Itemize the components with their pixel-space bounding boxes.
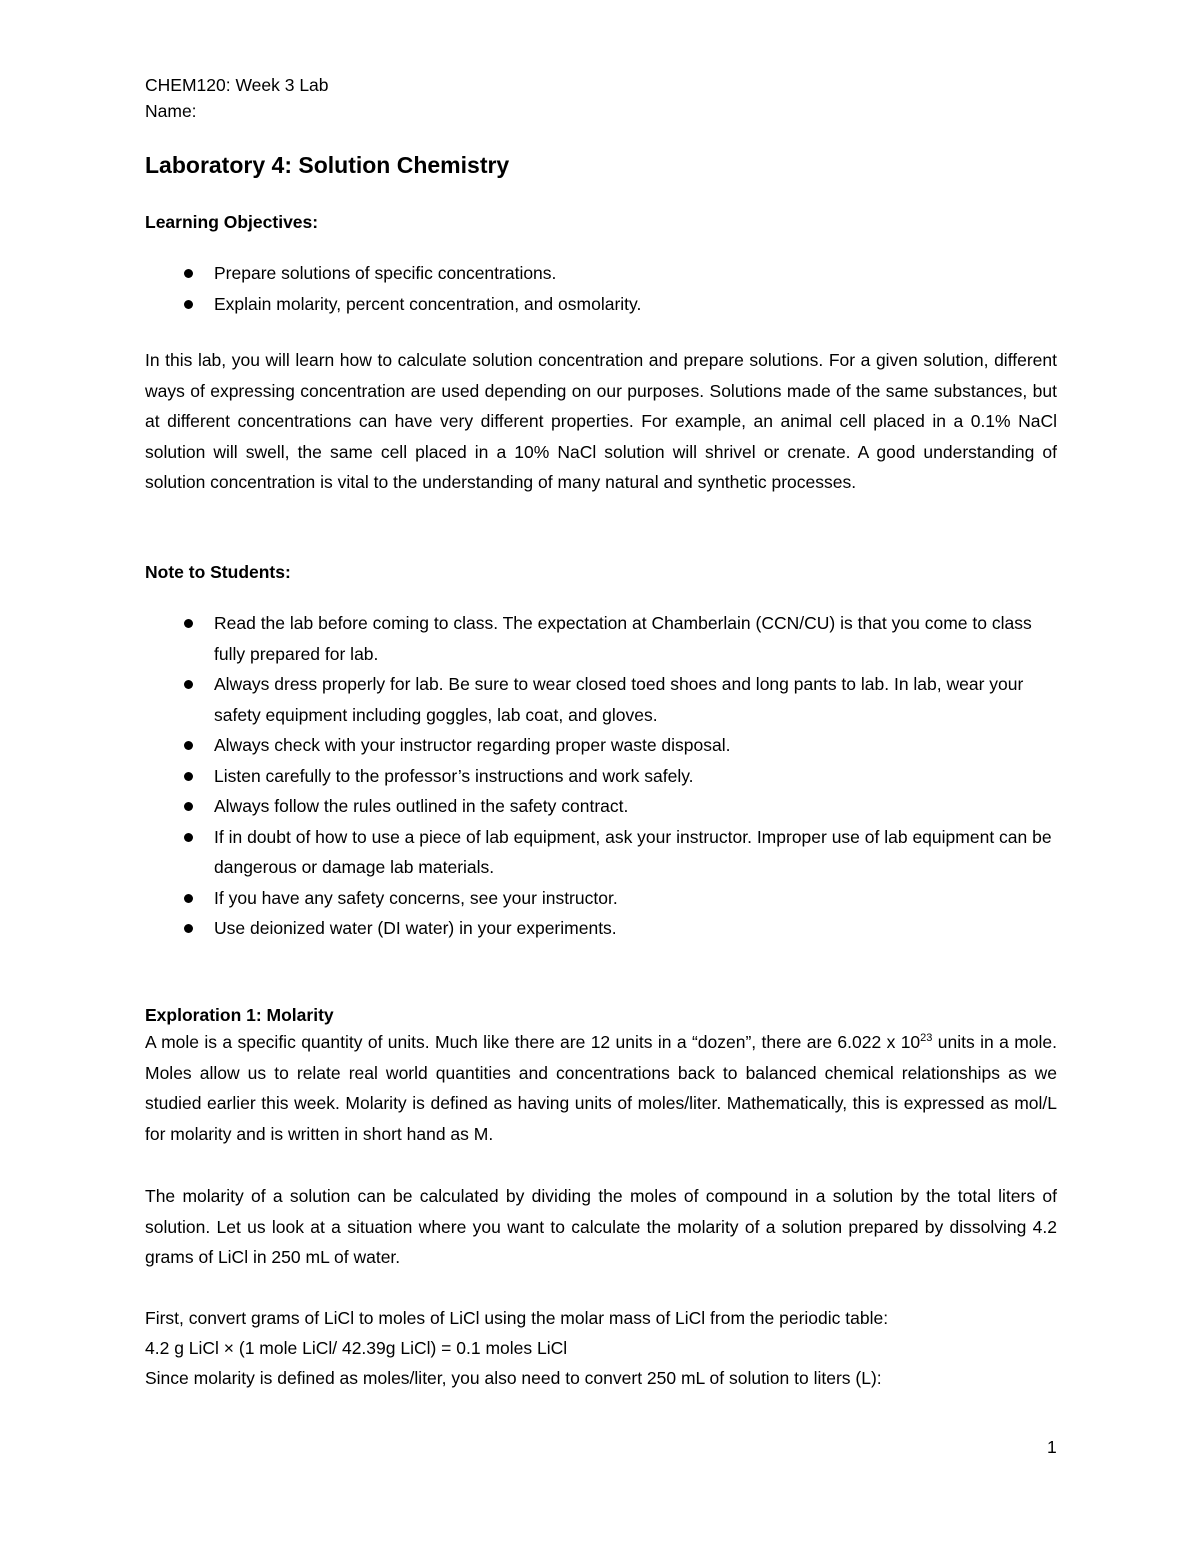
bullet-icon	[184, 772, 193, 781]
conversion-step-2: Since molarity is defined as moles/liter, you also need to convert 250 mL of solution to liters (L):	[145, 1368, 882, 1388]
list-item: Use deionized water (DI water) in your experiments.	[145, 913, 1057, 944]
conversion-step-1: First, convert grams of LiCl to moles of LiCl using the molar mass of LiCl from the periodic table:	[145, 1308, 889, 1328]
list-item: Listen carefully to the professor’s instructions and work safely.	[145, 761, 1057, 792]
list-item: Always follow the rules outlined in the safety contract.	[145, 791, 1057, 822]
bullet-icon	[184, 269, 193, 278]
objectives-heading: Learning Objectives:	[145, 212, 319, 232]
molarity-paragraph: A mole is a specific quantity of units. Much like there are 12 units in a “dozen”, there are 6.022 x $10^{23}$ units in a mole. Moles allow us to relate real world quantities and concentrations back to balanced chemical relationships as we studied earlier this week. Molarity is defined as having units of moles/liter. Mathematically, this is expressed as mol/L for molarity and is written in short hand as M.	[145, 1032, 1057, 1144]
bullet-icon	[184, 894, 193, 903]
bullet-icon	[184, 619, 193, 628]
name-label: Name:	[145, 101, 197, 121]
note-list	[145, 608, 1057, 944]
exploration-heading: Exploration 1: Molarity	[145, 1005, 334, 1025]
conversion-equation: 4.2 g LiCl × (1 mole LiCl/ 42.39g LiCl) = 0.1 moles LiCl	[145, 1338, 568, 1358]
list-item: Read the lab before coming to class. The expectation at Chamberlain (CCN/CU) is that you come to class fully prepared for lab.	[145, 608, 1057, 669]
bullet-icon	[184, 833, 193, 842]
course-header: CHEM120: Week 3 Lab	[145, 75, 329, 95]
list-item: If in doubt of how to use a piece of lab equipment, ask your instructor. Improper use of lab equipment can be dangerous or damage lab materials.	[145, 822, 1057, 883]
list-item: Always dress properly for lab. Be sure to wear closed toed shoes and long pants to lab. In lab, wear your safety equipment including goggles, lab coat, and gloves.	[145, 669, 1057, 730]
page-title: Laboratory 4: Solution Chemistry	[145, 152, 510, 178]
exponent: 23	[920, 1032, 933, 1045]
list-item: Always check with your instructor regarding proper waste disposal.	[145, 730, 1057, 761]
page-number: 1	[1047, 1437, 1057, 1457]
list-item: Prepare solutions of specific concentrations.	[145, 258, 1057, 289]
note-heading: Note to Students:	[145, 562, 291, 582]
intro-paragraph: In this lab, you will learn how to calculate solution concentration and prepare solutions. For a given solution, different ways of expressing concentration are used depending on our purposes. Solutions made of the same substances, but at different concentrations can have very different properties. For example, an animal cell placed in a 0.1% NaCl solution will swell, the same cell placed in a 10% NaCl solution will shrivel or crenate. A good understanding of solution concentration is vital to the understanding of many natural and synthetic processes.	[145, 350, 1057, 492]
bullet-icon	[184, 300, 193, 309]
objectives-list	[145, 258, 1057, 319]
bullet-icon	[184, 680, 193, 689]
bullet-icon	[184, 802, 193, 811]
molarity-calc-paragraph: The molarity of a solution can be calculated by dividing the moles of compound in a solution by the total liters of solution. Let us look at a situation where you want to calculate the molarity of a solution prepared by dissolving 4.2 grams of LiCl in 250 mL of water.	[145, 1186, 1057, 1267]
list-item: Explain molarity, percent concentration, and osmolarity.	[145, 289, 1057, 320]
bullet-icon	[184, 741, 193, 750]
bullet-icon	[184, 924, 193, 933]
list-item: If you have any safety concerns, see your instructor.	[145, 883, 1057, 914]
